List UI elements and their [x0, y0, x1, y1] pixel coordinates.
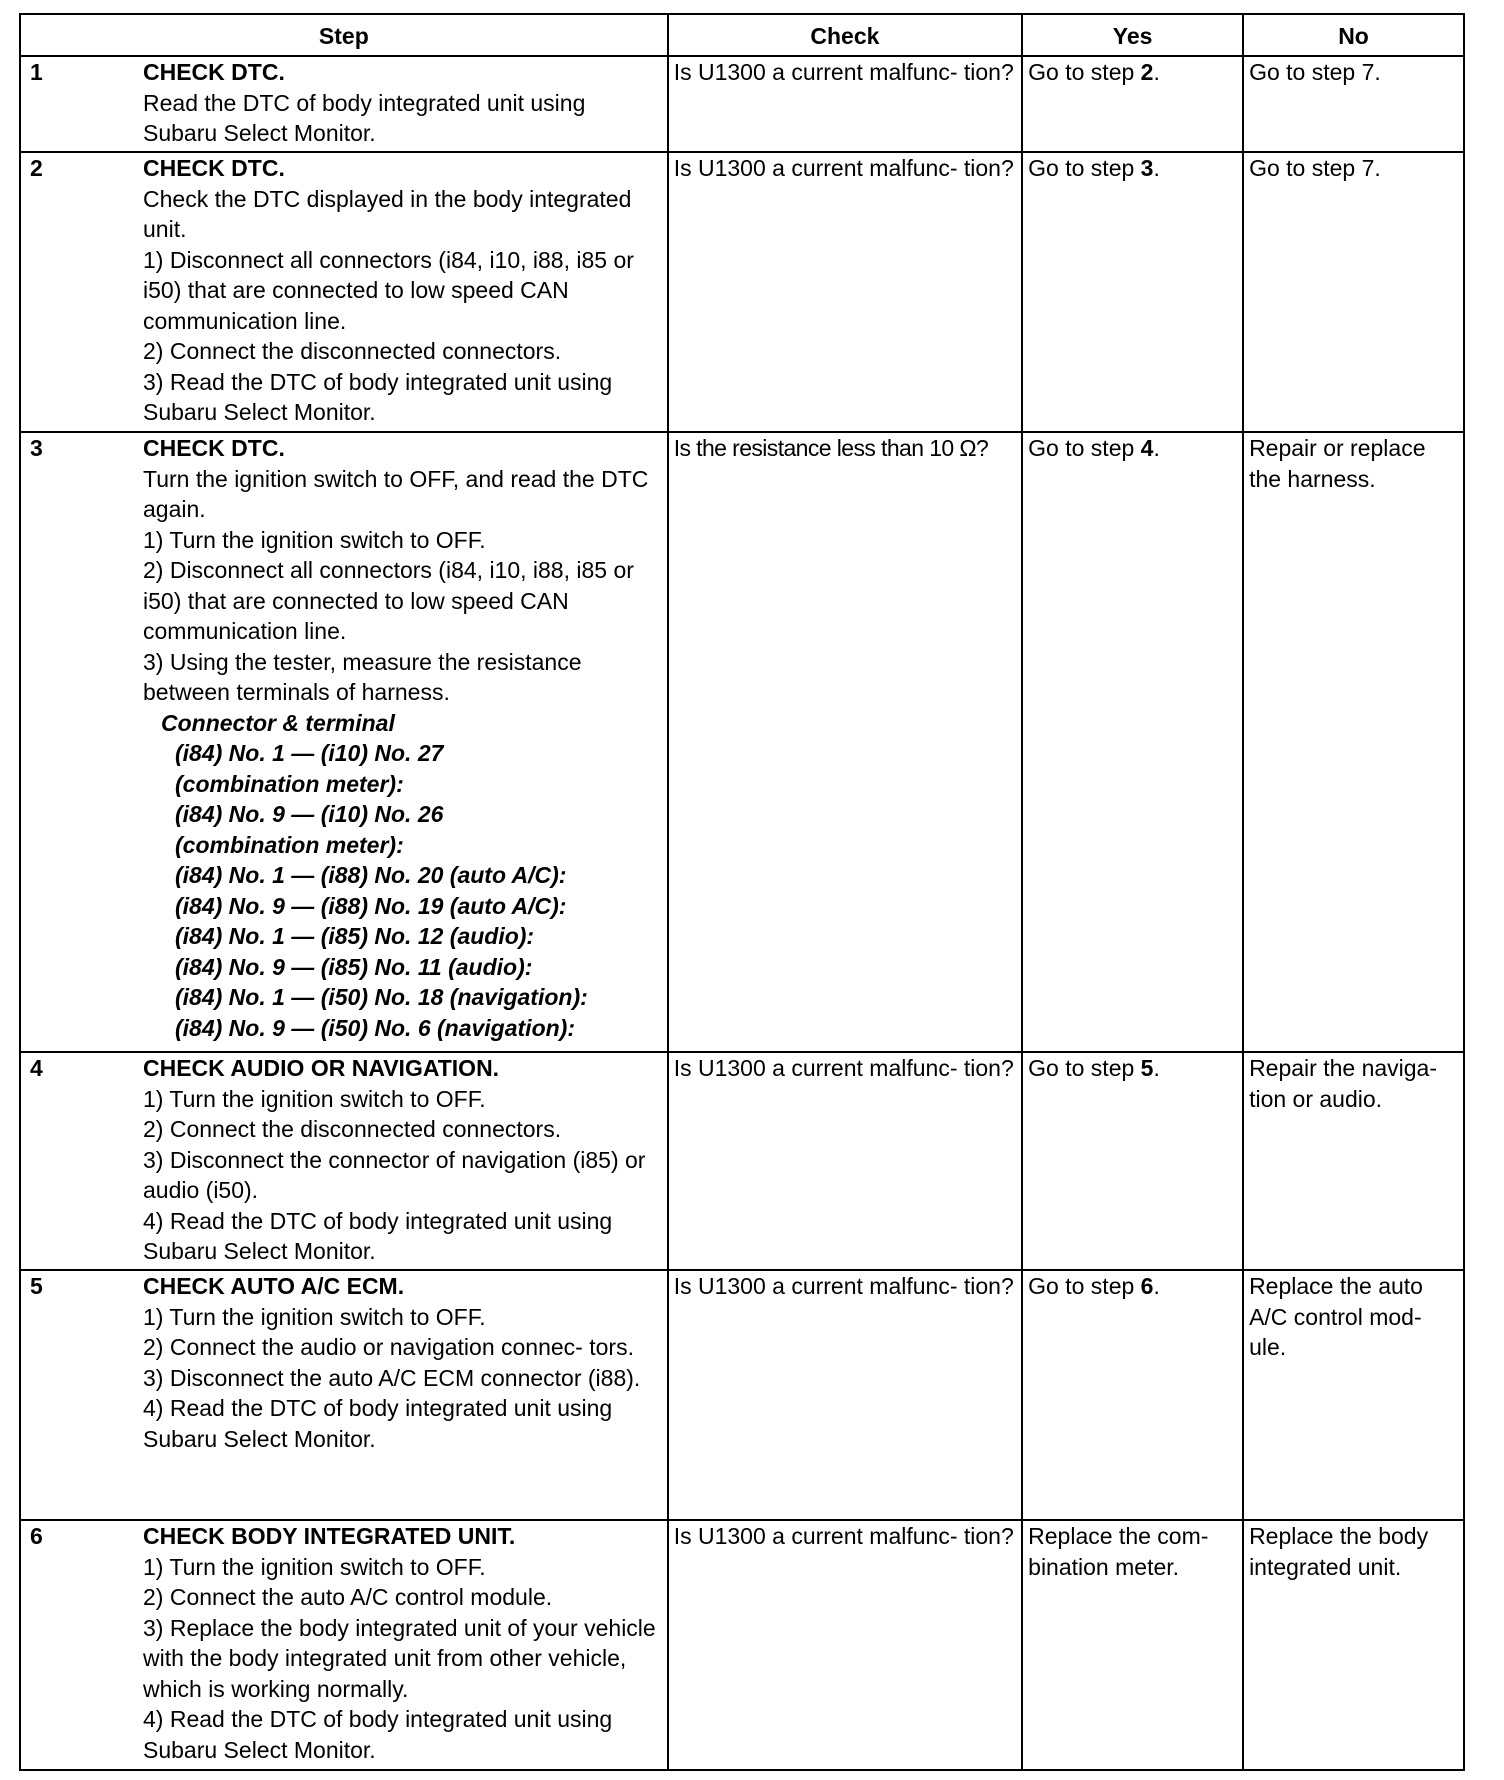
step-title: CHECK AUTO A/C ECM. — [143, 1273, 405, 1299]
yes-prefix: Go to step — [1028, 1055, 1141, 1081]
check-cell: Is U1300 a current malfunc- tion? — [668, 1520, 1022, 1770]
connector-terminal-value: (i84) No. 9 — (i50) No. 6 (navigation): — [175, 1014, 575, 1041]
step-number: 3 — [30, 435, 43, 461]
step-instruction: 3) Disconnect the auto A/C ECM connector (i88). — [143, 1364, 641, 1391]
step-title: CHECK DTC. — [143, 435, 285, 461]
yes-suffix: . — [1153, 1055, 1160, 1081]
yes-step-number: 4 — [1140, 435, 1154, 461]
table-row — [20, 432, 1464, 1052]
connector-terminal-value: (i84) No. 9 — (i88) No. 19 (auto A/C): — [175, 892, 567, 919]
step-instruction: 1) Disconnect all connectors (i84, i10, i88, i85 or i50) that are connected to low speed CAN communication line. — [143, 246, 634, 334]
step-instruction: Turn the ignition switch to OFF, and read the DTC again. — [143, 465, 649, 522]
yes-prefix: Go to step — [1028, 1273, 1141, 1299]
step-number: 1 — [30, 59, 43, 85]
yes-suffix: . — [1153, 155, 1160, 181]
step-instruction: 3) Read the DTC of body integrated unit using Subaru Select Monitor. — [143, 368, 613, 425]
step-title: CHECK DTC. — [143, 59, 285, 85]
yes-prefix: Go to step — [1028, 155, 1141, 181]
step-instruction: 3) Using the tester, measure the resistance between terminals of harness. — [143, 648, 582, 705]
header-step: Step — [20, 14, 668, 56]
step-instruction: 4) Read the DTC of body integrated unit using Subaru Select Monitor. — [143, 1395, 613, 1452]
no-cell: Repair the naviga- tion or audio. — [1243, 1052, 1464, 1270]
step-number: 5 — [30, 1273, 43, 1299]
step-number: 2 — [30, 155, 43, 181]
step-number: 4 — [30, 1055, 43, 1081]
yes-step-number: 6 — [1140, 1273, 1154, 1299]
step-cell — [20, 152, 668, 432]
table-row — [20, 56, 1464, 152]
step-title: CHECK DTC. — [143, 155, 285, 181]
yes-cell — [1022, 432, 1243, 1052]
yes-step-number: 3 — [1140, 155, 1154, 181]
no-cell: Go to step 7. — [1243, 56, 1464, 152]
yes-cell — [1022, 1270, 1243, 1520]
yes-cell — [1022, 56, 1243, 152]
check-cell: Is U1300 a current malfunc- tion? — [668, 152, 1022, 432]
step-title: CHECK BODY INTEGRATED UNIT. — [143, 1523, 516, 1549]
connector-terminal-value: (combination meter): — [175, 831, 404, 858]
check-cell: Is the resistance less than 10 Ω? — [668, 432, 1022, 1052]
step-cell — [20, 432, 668, 1052]
yes-prefix: Go to step — [1028, 59, 1141, 85]
connector-terminal-value: (combination meter): — [175, 770, 404, 797]
table-row — [20, 1270, 1464, 1520]
yes-suffix: . — [1153, 435, 1160, 461]
step-instruction: 3) Replace the body integrated unit of your vehicle with the body integrated unit from other vehicle, which is working normally. — [143, 1614, 656, 1702]
table-row — [20, 152, 1464, 432]
step-instruction: 4) Read the DTC of body integrated unit using Subaru Select Monitor. — [143, 1706, 613, 1763]
yes-step-number: 5 — [1140, 1055, 1154, 1081]
step-instruction: 1) Turn the ignition switch to OFF. — [143, 1553, 486, 1580]
check-cell: Is U1300 a current malfunc- tion? — [668, 1052, 1022, 1270]
header-row — [20, 14, 1464, 56]
step-instruction: 2) Disconnect all connectors (i84, i10, i88, i85 or i50) that are connected to low speed CAN communication line. — [143, 557, 634, 644]
step-number: 6 — [30, 1523, 43, 1549]
step-instruction: 2) Connect the disconnected connectors. — [143, 338, 562, 364]
check-cell: Is U1300 a current malfunc- tion? — [668, 56, 1022, 152]
step-instruction: Read the DTC of body integrated unit using Subaru Select Monitor. — [143, 89, 586, 146]
step-cell — [20, 1270, 668, 1520]
step-instruction: 1) Turn the ignition switch to OFF. — [143, 526, 486, 553]
no-cell: Replace the auto A/C control mod- ule. — [1243, 1270, 1464, 1520]
yes-cell — [1022, 152, 1243, 432]
step-instruction: 1) Turn the ignition switch to OFF. — [143, 1303, 486, 1330]
table-row — [20, 1052, 1464, 1270]
yes-cell — [1022, 1052, 1243, 1270]
no-cell: Replace the body integrated unit. — [1243, 1520, 1464, 1770]
yes-cell: Replace the com- bination meter. — [1022, 1520, 1243, 1770]
step-instruction: 2) Connect the disconnected connectors. — [143, 1116, 562, 1142]
step-instruction: 4) Read the DTC of body integrated unit using Subaru Select Monitor. — [143, 1207, 613, 1264]
step-instruction: 3) Disconnect the connector of navigation (i85) or audio (i50). — [143, 1146, 646, 1203]
connector-terminal-value: (i84) No. 9 — (i85) No. 11 (audio): — [175, 953, 533, 980]
header-no: No — [1243, 14, 1464, 56]
step-cell — [20, 1520, 668, 1770]
header-yes: Yes — [1022, 14, 1243, 56]
connector-terminal-heading: Connector & terminal — [161, 709, 395, 736]
connector-terminal-value: (i84) No. 9 — (i10) No. 26 — [175, 801, 444, 827]
step-instruction: 2) Connect the audio or navigation connec- tors. — [143, 1334, 634, 1360]
yes-suffix: . — [1153, 1273, 1160, 1299]
yes-step-number: 2 — [1140, 59, 1154, 85]
table-row — [20, 1520, 1464, 1770]
connector-terminal-value: (i84) No. 1 — (i88) No. 20 (auto A/C): — [175, 862, 567, 888]
connector-terminal-value: (i84) No. 1 — (i10) No. 27 — [175, 740, 444, 766]
step-title: CHECK AUDIO OR NAVIGATION. — [143, 1055, 500, 1081]
yes-prefix: Go to step — [1028, 435, 1141, 461]
yes-suffix: . — [1153, 59, 1160, 85]
diagnostic-table — [19, 13, 1465, 1771]
connector-terminal-value: (i84) No. 1 — (i50) No. 18 (navigation): — [175, 984, 588, 1010]
check-cell: Is U1300 a current malfunc- tion? — [668, 1270, 1022, 1520]
connector-terminal-value: (i84) No. 1 — (i85) No. 12 (audio): — [175, 923, 535, 949]
no-cell: Go to step 7. — [1243, 152, 1464, 432]
header-check: Check — [668, 14, 1022, 56]
step-instruction: 1) Turn the ignition switch to OFF. — [143, 1085, 486, 1112]
step-instruction: Check the DTC displayed in the body integrated unit. — [143, 185, 632, 242]
no-cell: Repair or replace the harness. — [1243, 432, 1464, 1052]
step-cell — [20, 56, 668, 152]
step-cell — [20, 1052, 668, 1270]
step-instruction: 2) Connect the auto A/C control module. — [143, 1584, 553, 1610]
